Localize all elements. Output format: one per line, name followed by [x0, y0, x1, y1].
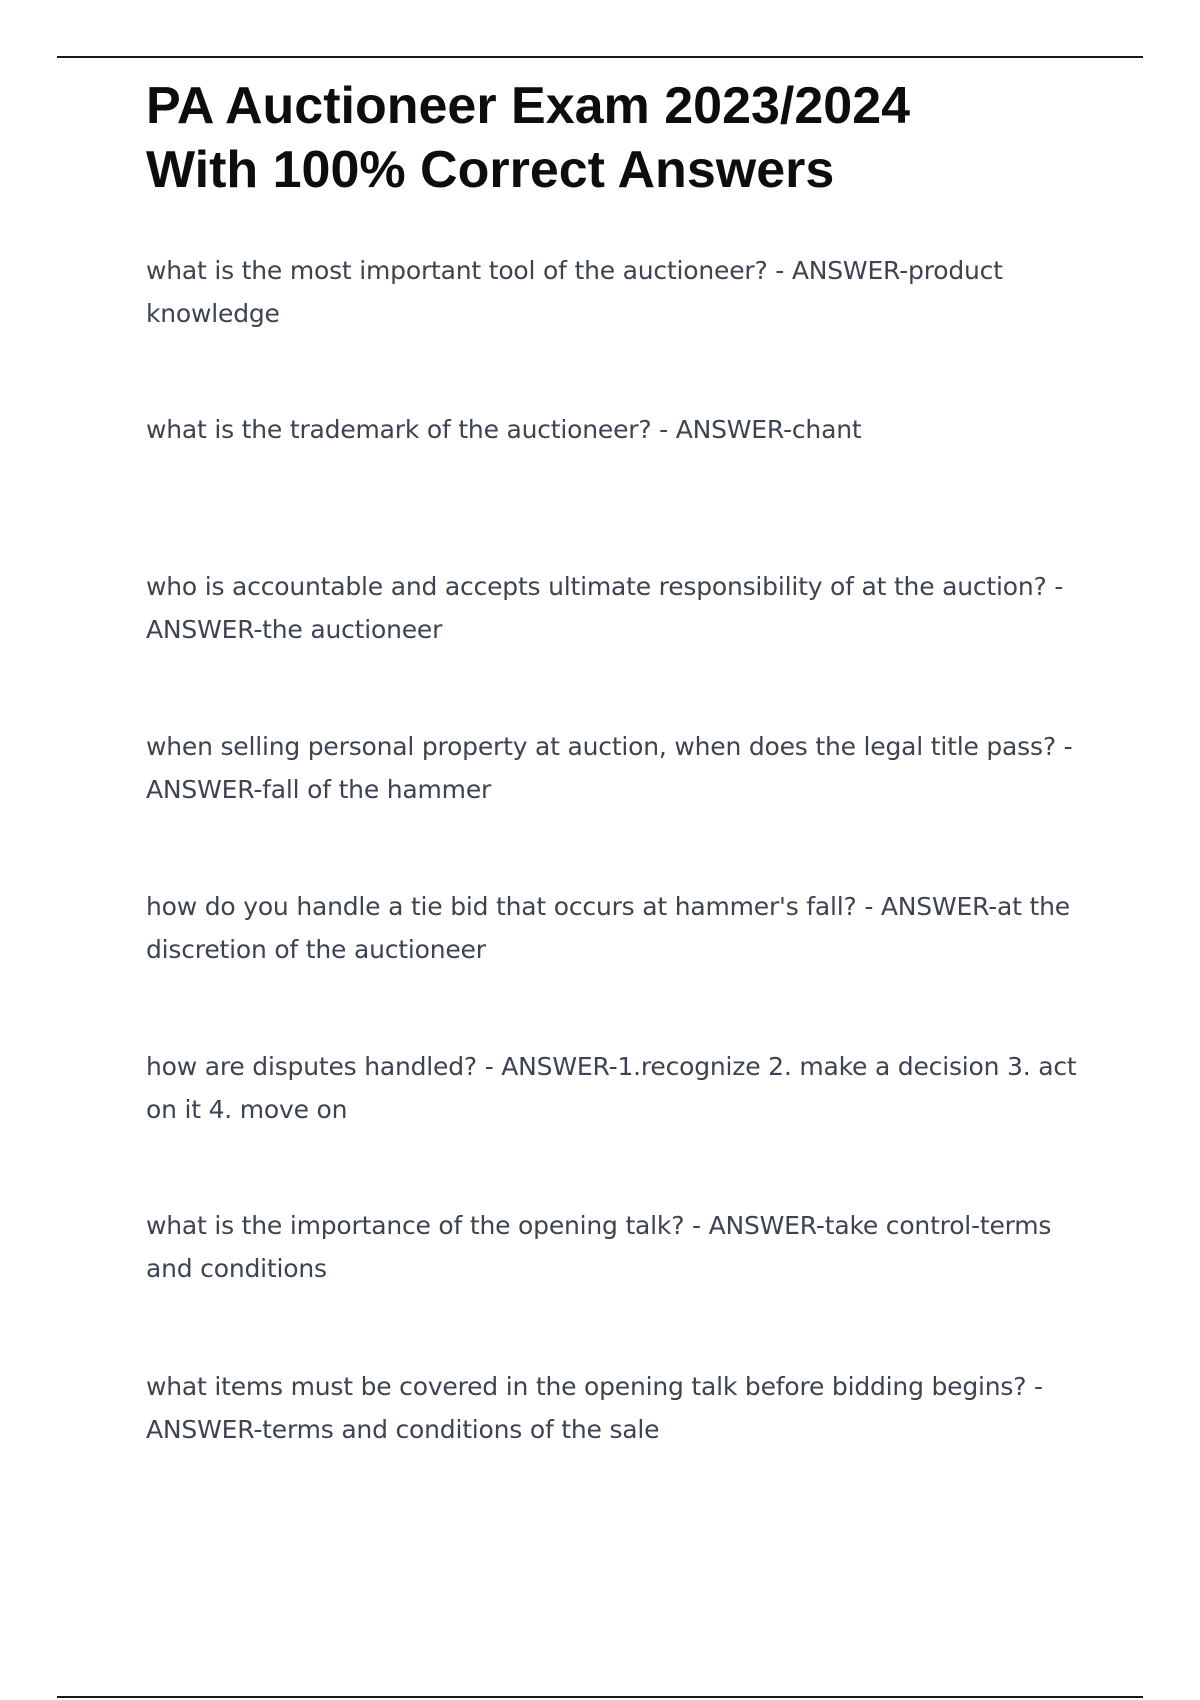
title-line-2: With 100% Correct Answers: [146, 141, 835, 199]
qa-item: what is the trademark of the auctioneer? - ANSWER-chant: [146, 415, 862, 444]
qa-item: how do you handle a tie bid that occurs at hammer's fall? - ANSWER-at the discretion of the auctioneer: [146, 892, 1070, 964]
bottom-divider: [57, 1696, 1143, 1698]
qa-item: what items must be covered in the opening talk before bidding begins? - ANSWER-terms and conditions of the sale: [146, 1372, 1043, 1444]
qa-item: when selling personal property at auction, when does the legal title pass? - ANSWER-fall of the hammer: [146, 732, 1073, 804]
document-content: [146, 74, 1086, 1444]
qa-item: what is the most important tool of the auctioneer? - ANSWER-product knowledge: [146, 256, 1003, 328]
qa-item: who is accountable and accepts ultimate responsibility of at the auction? - ANSWER-the auctioneer: [146, 572, 1064, 644]
top-divider: [57, 56, 1143, 58]
document-title: [146, 74, 1086, 202]
title-line-1: PA Auctioneer Exam 2023/2024: [146, 77, 911, 135]
qa-item: how are disputes handled? - ANSWER-1.recognize 2. make a decision 3. act on it 4. move on: [146, 1052, 1077, 1124]
qa-item: what is the importance of the opening talk? - ANSWER-take control-terms and conditions: [146, 1211, 1052, 1283]
